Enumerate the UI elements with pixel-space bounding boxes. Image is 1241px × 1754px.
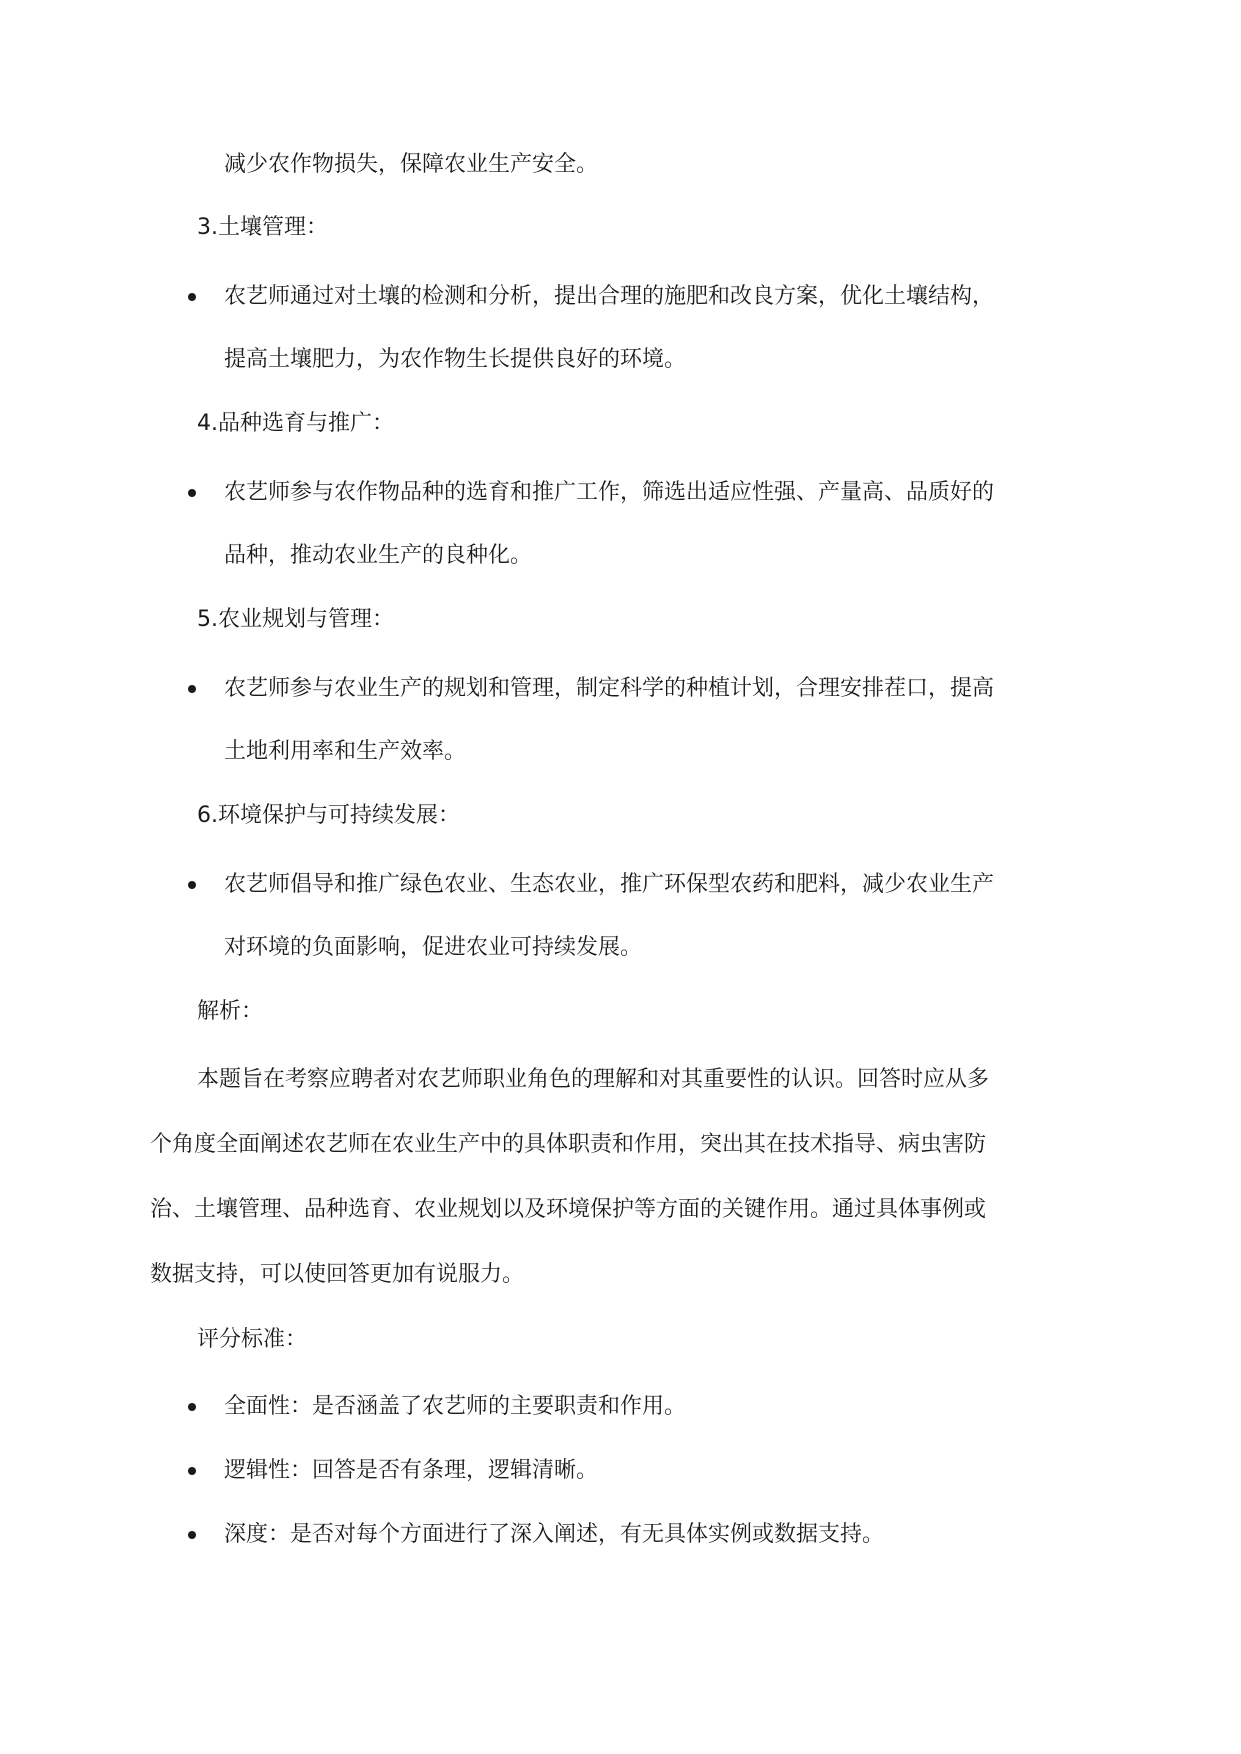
bullet-icon xyxy=(188,1467,196,1475)
bullet-text-line: 对环境的负面影响，促进农业可持续发展。 xyxy=(224,935,643,960)
bullet-text-line: 农艺师倡导和推广绿色农业、生态农业，推广环保型农药和肥料，减少农业生产 xyxy=(224,872,995,897)
bullet-text-line: 农艺师参与农作物品种的选育和推广工作，筛选出适应性强、产量高、品质好的 xyxy=(224,480,995,505)
bullet-text-line: 品种，推动农业生产的良种化。 xyxy=(224,543,533,568)
criteria-item: 深度：是否对每个方面进行了深入阐述，有无具体实例或数据支持。 xyxy=(224,1522,885,1547)
analysis-paragraph-line: 治、土壤管理、品种选育、农业规划以及环境保护等方面的关键作用。通过具体事例或 xyxy=(150,1197,987,1222)
bullet-icon xyxy=(188,293,196,301)
bullet-text-line: 土地利用率和生产效率。 xyxy=(224,739,467,764)
continuation-line: 减少农作物损失，保障农业生产安全。 xyxy=(224,152,599,177)
section-heading-environment: 6.环境保护与可持续发展： xyxy=(197,803,460,828)
section-heading-planning: 5.农业规划与管理： xyxy=(197,607,394,632)
analysis-paragraph-line: 个角度全面阐述农艺师在农业生产中的具体职责和作用，突出其在技术指导、病虫害防 xyxy=(150,1132,987,1157)
section-heading-breeding: 4.品种选育与推广： xyxy=(197,411,394,436)
bullet-text-line: 提高土壤肥力，为农作物生长提供良好的环境。 xyxy=(224,347,687,372)
section-heading-soil: 3.土壤管理： xyxy=(197,215,328,240)
criteria-item: 逻辑性：回答是否有条理，逻辑清晰。 xyxy=(224,1458,599,1483)
bullet-icon xyxy=(188,1531,196,1539)
criteria-item: 全面性：是否涵盖了农艺师的主要职责和作用。 xyxy=(224,1394,687,1419)
bullet-icon xyxy=(188,881,196,889)
bullet-icon xyxy=(188,685,196,693)
criteria-heading: 评分标准： xyxy=(197,1327,308,1352)
analysis-paragraph-line: 本题旨在考察应聘者对农艺师职业角色的理解和对其重要性的认识。回答时应从多 xyxy=(197,1067,990,1092)
bullet-text-line: 农艺师参与农业生产的规划和管理，制定科学的种植计划，合理安排茬口，提高 xyxy=(224,676,995,701)
analysis-paragraph-line: 数据支持，可以使回答更加有说服力。 xyxy=(150,1262,525,1287)
bullet-icon xyxy=(188,1403,196,1411)
bullet-text-line: 农艺师通过对土壤的检测和分析，提出合理的施肥和改良方案，优化土壤结构， xyxy=(224,284,995,309)
bullet-icon xyxy=(188,489,196,497)
analysis-heading: 解析： xyxy=(197,999,264,1024)
